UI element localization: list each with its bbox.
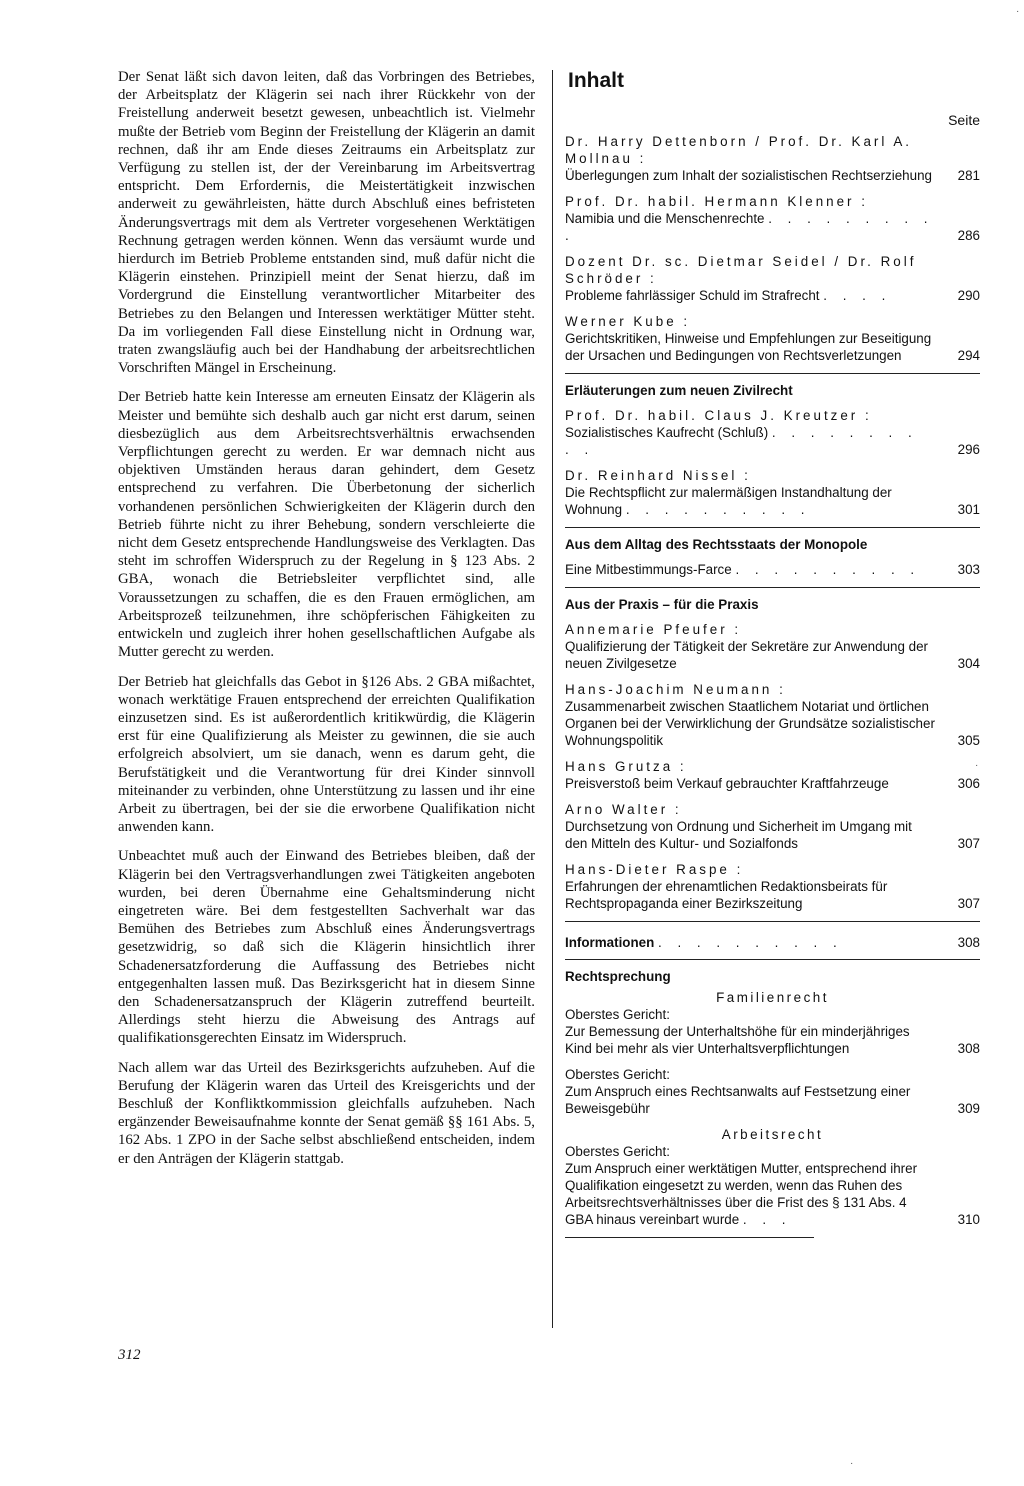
page-column-label: Seite	[948, 112, 980, 128]
toc-entry[interactable]	[565, 133, 980, 184]
toc-page: 308	[957, 935, 980, 950]
toc-page: 286	[957, 228, 980, 243]
toc-entry[interactable]	[565, 561, 980, 578]
article-paragraph: Der Senat läßt sich davon leiten, daß das Vorbringen des Betriebes, der Arbeitsplatz der Klägerin sei nach ihrer Rückkehr von der Freistellung anderweit besetzt gewesen, unbeachtlich ist. Vielmehr mußte der Betrieb vom Beginn der Freistellung der Klägerin an damit rechnen, daß ihr am Ende dieses Zeitraums ein Arbeitsplatz zur Verfügung zu stellen ist, der der Vereinbarung im Arbeitsvertrag entspricht. Dem Erfordernis, die Meistertätigkeit inzwischen anderweit zu gewährleisten, hätte durch Abschluß eines befristeten Änderungsvertrags mit dem als Vertreter vorgesehenen Werktätigen Rechnung getragen werden können. Wenn das versäumt wurde und hierdurch im Betrieb Probleme entstanden sind, muß dafür nicht die Klägerin einstehen. Prinzipiell meint der Senat hierzu, daß im Vordergrund die Einstellung verantwortlicher Mitarbeiter des Betriebes zu den Belangen und Interessen werktätiger Mütter steht. Da im vorliegenden Fall diese Einstellung nicht in Ordnung war, traten zwangsläufig auch bei der Handhabung der arbeitsrechtlichen Vorschriften Mängel in Erscheinung.	[118, 69, 535, 377]
toc-page: 294	[957, 348, 980, 363]
toc-entry[interactable]	[565, 1143, 980, 1228]
page-number: 312	[118, 1347, 141, 1363]
leader-dots: . . .	[742, 1212, 792, 1227]
toc-page: 306	[957, 776, 980, 791]
toc-entry-title: Zusammenarbeit zwischen Staatlichem Notariat und örtlichen Organen bei der Verwirklichung der Grundsätze sozialistischer Wohnungspolitik	[565, 699, 935, 748]
toc-author: Prof. Dr. habil. Hermann Klenner :	[565, 194, 868, 209]
toc-entry-title: Preisverstoß beim Verkauf gebrauchter Kraftfahrzeuge	[565, 776, 889, 791]
leader-dots: . . . . . . . . . .	[565, 425, 918, 457]
toc-entry[interactable]	[565, 1066, 980, 1117]
toc-page: 303	[957, 562, 980, 577]
toc-entry-title: Überlegungen zum Inhalt der sozialistischen Rechtserziehung	[565, 168, 932, 183]
section-heading-zivilrecht: Erläuterungen zum neuen Zivilrecht	[565, 373, 980, 399]
toc-entry[interactable]	[565, 681, 980, 749]
article-paragraph: Nach allem war das Urteil des Bezirksgerichts aufzuheben. Auf die Berufung der Klägerin waren das Urteil des Kreisgerichts und der Beschluß der Konfliktkommission gleichfalls aufzuheben. Nach ergänzender Beweisaufnahme konnte der Senat gemäß §§ 161 Abs. 5, 162 Abs. 1 ZPO in der Sache selbst abschließend entscheiden, indem er den Anträgen der Klägerin stattgab.	[118, 1059, 535, 1167]
toc-author: Prof. Dr. habil. Claus J. Kreutzer :	[565, 408, 872, 423]
article-text-column	[118, 68, 535, 1179]
toc-page: 305	[957, 733, 980, 748]
toc-entry[interactable]	[565, 758, 980, 792]
leader-dots: . . . . . . . . . .	[735, 562, 921, 577]
toc-entry[interactable]	[565, 861, 980, 912]
toc-court: Oberstes Gericht:	[565, 1007, 670, 1022]
toc-entry-title: Zum Anspruch eines Rechtsanwalts auf Festsetzung einer Beweisgebühr	[565, 1084, 911, 1116]
toc-entry-title: Eine Mitbestimmungs-Farce	[565, 562, 732, 577]
toc-entry-title: Informationen	[565, 935, 655, 950]
toc-entry-title: Qualifizierung der Tätigkeit der Sekretäre zur Anwendung der neuen Zivilgesetze	[565, 639, 928, 671]
toc-page: 304	[957, 656, 980, 671]
toc-author: Dozent Dr. sc. Dietmar Seidel / Dr. Rolf Schröder :	[565, 254, 917, 286]
toc-entry-title: Durchsetzung von Ordnung und Sicherheit im Umgang mit den Mitteln des Kultur- und Sozialfonds	[565, 819, 912, 851]
toc-page: 281	[957, 168, 980, 183]
toc-entry[interactable]	[565, 193, 980, 244]
subheading-familienrecht: Familienrecht	[716, 990, 829, 1005]
table-of-contents	[565, 68, 980, 1238]
toc-entry-informationen[interactable]	[565, 921, 980, 951]
toc-page: 301	[957, 502, 980, 517]
toc-entry-title: Gerichtskritiken, Hinweise und Empfehlungen zur Beseitigung der Ursachen und Bedingungen von Rechtsverletzungen	[565, 331, 932, 363]
toc-court: Oberstes Gericht:	[565, 1144, 670, 1159]
toc-author: Hans-Dieter Raspe :	[565, 862, 744, 877]
leader-dots: . . . .	[823, 288, 892, 303]
toc-entry[interactable]	[565, 407, 980, 458]
toc-author: Hans Grutza :	[565, 759, 687, 774]
toc-entry-title: Sozialistisches Kaufrecht (Schluß)	[565, 425, 769, 440]
column-divider	[552, 70, 553, 1328]
toc-author: Arno Walter :	[565, 802, 682, 817]
toc-entry[interactable]	[565, 467, 980, 518]
toc-page: 309	[957, 1101, 980, 1116]
toc-page: 307	[957, 896, 980, 911]
toc-entry[interactable]	[565, 801, 980, 852]
article-paragraph: Der Betrieb hat gleichfalls das Gebot in §126 Abs. 2 GBA mißachtet, wonach werktätige Frauen entsprechend der erreichten Qualifikation einzusetzen sind. Es ist außerordentlich kritikwürdig, die Klägerin erst für eine Qualifizierung als Meister zu gewinnen, die sie auch erfolgreich absolviert, um sie danach, wenn es darum geht, die Berufstätigkeit und die Verantwortung für drei Kinder sinnvoll miteinander zu verbinden, ohne Unterstützung zu lassen und ihr eine Arbeit zu übertragen, bei der sie die erworbene Qualifikation nicht anwenden kann.	[118, 673, 535, 836]
toc-page: 290	[957, 288, 980, 303]
toc-page: 308	[957, 1041, 980, 1056]
scan-speck: ·	[850, 1458, 854, 1469]
toc-entry-title: Namibia und die Menschenrechte	[565, 211, 765, 226]
article-paragraph: Der Betrieb hatte kein Interesse am erneuten Einsatz der Klägerin als Meister und bemühte sich deshalb auch gar nicht erst darum, seinen diesbezüglich aus dem Arbeitsrechtsverhältnis erwachsenden Verpflichtungen gerecht zu werden. Er war demnach nicht aus objektiven Umständen heraus daran gehindert, dem Gesetz entsprechend zu verfahren. Die Überbetonung der sicherlich vorhandenen persönlichen Schwierigkeiten der Klägerin durch den Betrieb führte nicht zu ihrer Behebung, sondern verschleierte die nicht dem Gesetz entsprechende Handlungsweise des Verklagten. Das steht im schroffen Widerspruch zu der Regelung in § 123 Abs. 2 GBA, wonach die Betriebsleiter verpflichtet sind, alle Voraussetzungen zu schaffen, die es den Frauen ermöglichen, am Arbeitsprozeß teilzunehmen, ihre schöpferischen Fähigkeiten zu entwickeln und zugleich ihrer hohen gesellschaftlichen Aufgabe als Mutter gerecht zu werden.	[118, 389, 535, 661]
toc-entry-title: Zur Bemessung der Unterhaltshöhe für ein minderjähriges Kind bei mehr als vier Unterhaltsverpflichtungen	[565, 1024, 910, 1056]
section-heading-monopole: Aus dem Alltag des Rechtsstaats der Monopole	[565, 527, 980, 553]
toc-page: 296	[957, 442, 980, 457]
toc-entry[interactable]	[565, 253, 980, 304]
toc-author: Werner Kube :	[565, 314, 691, 329]
leader-dots: . . . . . . . . . .	[658, 935, 843, 950]
toc-author: Dr. Reinhard Nissel :	[565, 468, 751, 483]
toc-title: Inhalt	[568, 69, 624, 92]
toc-entry[interactable]	[565, 313, 980, 364]
toc-entry-title: Die Rechtspflicht zur malermäßigen Instandhaltung der Wohnung	[565, 485, 892, 517]
toc-entry-title: Probleme fahrlässiger Schuld im Strafrecht	[565, 288, 820, 303]
toc-author: Dr. Harry Dettenborn / Prof. Dr. Karl A. Mollnau :	[565, 134, 912, 166]
toc-court: Oberstes Gericht:	[565, 1067, 670, 1082]
toc-entry-title: Zum Anspruch einer werktätigen Mutter, entsprechend ihrer Qualifikation eingesetzt zu werden, wenn das Ruhen des Arbeitsrechtsverhältnisses über die Frist des § 131 Abs. 4 GBA hinaus vereinbart wurde	[565, 1161, 918, 1227]
toc-bottom-rule	[565, 1237, 814, 1238]
leader-dots: . . . . . . . . . .	[565, 211, 934, 243]
toc-page: 307	[957, 836, 980, 851]
toc-page: 310	[957, 1212, 980, 1227]
scan-speck: ·	[1016, 6, 1020, 17]
toc-entry-title: Erfahrungen der ehrenamtlichen Redaktionsbeirats für Rechtspropaganda einer Bezirkszeitung	[565, 879, 888, 911]
section-heading-praxis: Aus der Praxis – für die Praxis	[565, 587, 980, 613]
scan-speck: ·	[975, 760, 979, 771]
toc-entry[interactable]	[565, 621, 980, 672]
toc-author: Annemarie Pfeufer :	[565, 622, 742, 637]
article-paragraph: Unbeachtet muß auch der Einwand des Betriebes bleiben, daß der Klägerin bei den Vertragsverhandlungen zwei Tätigkeiten angeboten wurden, bei deren Übernahme eine Gehaltsminderung nicht eingetreten wäre. Bei dem festgestellten Sachverhalt war das Bemühen des Betriebes zum Abschluß eines Änderungsvertrags gesetzwidrig, so daß sich die Klägerin hinsichtlich ihrer Schadenersatzforderung die Auffassung des Betriebes nicht entgegenhalten lassen muß. Das Bezirksgericht hat in diesem Sinne den Schadenersatzanspruch der Klägerin zutreffend beurteilt. Allerdings steht hierzu die Abweisung des Antrags auf qualifikationsgerechten Einsatz im Widerspruch.	[118, 848, 535, 1047]
leader-dots: . . . . . . . . . .	[625, 502, 811, 517]
subheading-arbeitsrecht: Arbeitsrecht	[721, 1127, 824, 1142]
toc-entry[interactable]	[565, 1006, 980, 1057]
toc-author: Hans-Joachim Neumann :	[565, 682, 786, 697]
section-heading-rechtsprechung: Rechtsprechung	[565, 959, 980, 985]
